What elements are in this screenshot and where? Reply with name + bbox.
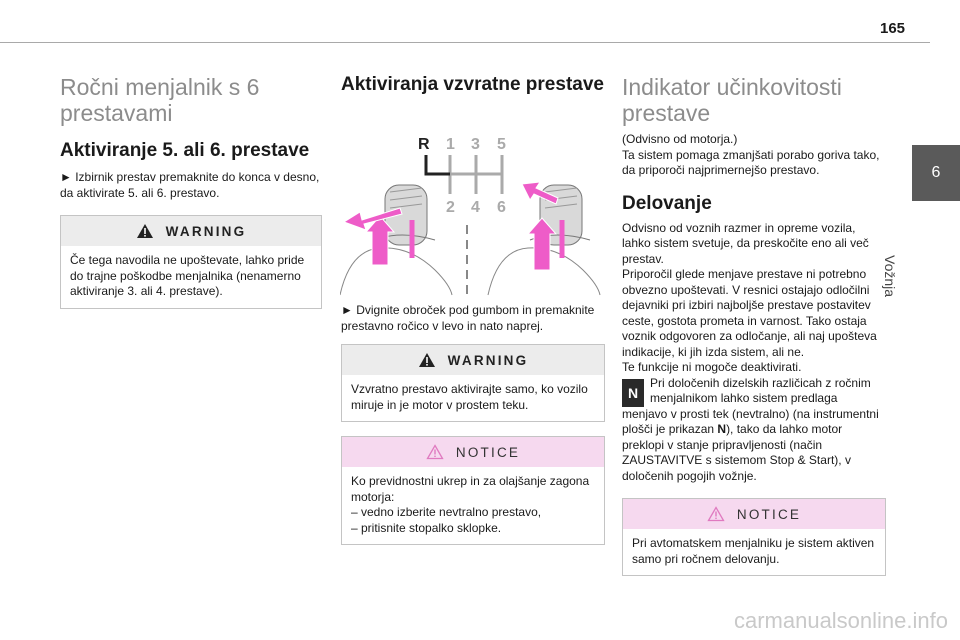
header-rule <box>0 42 930 43</box>
notice-triangle-icon <box>426 444 444 460</box>
gear-gate-lines <box>450 155 502 194</box>
section-title: Indikator učinkovitosti prestave <box>622 74 842 126</box>
gear-label-r: R <box>418 136 430 153</box>
subsection-title: Aktiviranje 5. ali 6. prestave <box>60 140 310 161</box>
instruction-text: ► Izbirnik prestav premaknite do konca v desno, da aktivirate 5. ali 6. prestavo. <box>60 170 320 200</box>
warning-text: Če tega navodila ne upoštevate, lahko pride do trajne poškodbe menjalnika (nenamerno aktiviranje 3. ali 4. prestave). <box>70 253 305 298</box>
notice-box <box>341 436 605 545</box>
section-title: Aktiviranja vzvratne prestave <box>341 74 604 95</box>
instruction-text: ► Dvignite obroček pod gumbom in premaknite prestavno ročico v levo in nato naprej. <box>341 303 595 333</box>
notice-list-item: – pritisnite stopalko sklopke. <box>351 520 502 535</box>
notice-body <box>342 467 604 544</box>
notice-text: Ko previdnostni ukrep in za olajšanje zagona motorja: <box>351 474 590 504</box>
warning-triangle-icon <box>418 352 436 368</box>
notice-text: Pri avtomatskem menjalniku je sistem aktiven samo pri ročnem delovanju. <box>632 536 875 566</box>
subsection-title: Delovanje <box>622 192 712 214</box>
notice-header <box>342 437 604 467</box>
intro-text: (Odvisno od motorja.) Ta sistem pomaga zmanjšati porabo goriva tako, da priporoči najprimernejšo prestavo. <box>622 132 880 177</box>
gear-knob-left <box>340 185 452 295</box>
page-number: 165 <box>880 20 906 37</box>
watermark[interactable]: carmanualsonline.info <box>733 608 948 633</box>
warning-header <box>61 216 321 246</box>
gear-label-2: 2 <box>446 199 455 216</box>
warning-box <box>60 215 322 309</box>
gear-label-3: 3 <box>471 136 480 153</box>
warning-header <box>342 345 604 375</box>
warning-label: WARNING <box>447 352 529 368</box>
column-3 <box>622 74 886 576</box>
reverse-gear-illustration <box>340 130 602 300</box>
gear-label-1: 1 <box>446 136 455 153</box>
neutral-indicator-icon: N <box>622 379 644 407</box>
reverse-path-line <box>426 155 450 174</box>
warning-box <box>341 344 605 422</box>
warning-triangle-icon <box>136 223 154 239</box>
neutral-suggestion-text: N Pri določenih dizelskih različicah z ročnim menjalnikom lahko sistem predlaga menjavo v prosti tek (nevtralno) (na instrumentni plošči je prikazan N), tako da lahko motor preklopi v stanje pripravljenosti (način ZAUSTAVITVE s sistemom Stop & Start), v določenih pogojih vožnje. <box>622 375 879 483</box>
column-2-body <box>341 303 605 545</box>
gear-label-4: 4 <box>471 199 480 216</box>
gear-label-5: 5 <box>497 136 506 153</box>
chapter-tab[interactable]: 6 <box>912 145 960 201</box>
notice-list-item: – vedno izberite nevtralno prestavo, <box>351 505 542 519</box>
chapter-label: Vožnja <box>882 255 898 298</box>
notice-header <box>623 499 885 529</box>
notice-label: NOTICE <box>736 506 802 522</box>
notice-triangle-icon <box>707 506 725 522</box>
column-1 <box>60 74 322 309</box>
notice-label: NOTICE <box>455 444 521 460</box>
section-title: Ročni menjalnik s 6 prestavami <box>60 74 260 126</box>
description-text: Odvisno od voznih razmer in opreme vozila, lahko sistem svetuje, da preskočite eno ali več prestav. Priporočil glede menjave prestave ni potrebno obvezno upoštevati. V resnici ostajajo odločilni dejavniki pri izbiri najboljše prestave postavitev ceste, gostota prometa in varnost. Tako ostaja voznik odgovoren za odločanje, ali naj upošteva indikacije, ki jih izda sistem, ali ne. Te funkcije ni mogoče deaktivirati. <box>622 220 877 374</box>
warning-label: WARNING <box>165 223 247 239</box>
column-2 <box>341 74 605 96</box>
gear-label-6: 6 <box>497 199 506 216</box>
notice-box <box>622 498 886 576</box>
warning-text: Vzvratno prestavo aktivirajte samo, ko vozilo miruje in je motor v prostem teku. <box>351 382 588 412</box>
